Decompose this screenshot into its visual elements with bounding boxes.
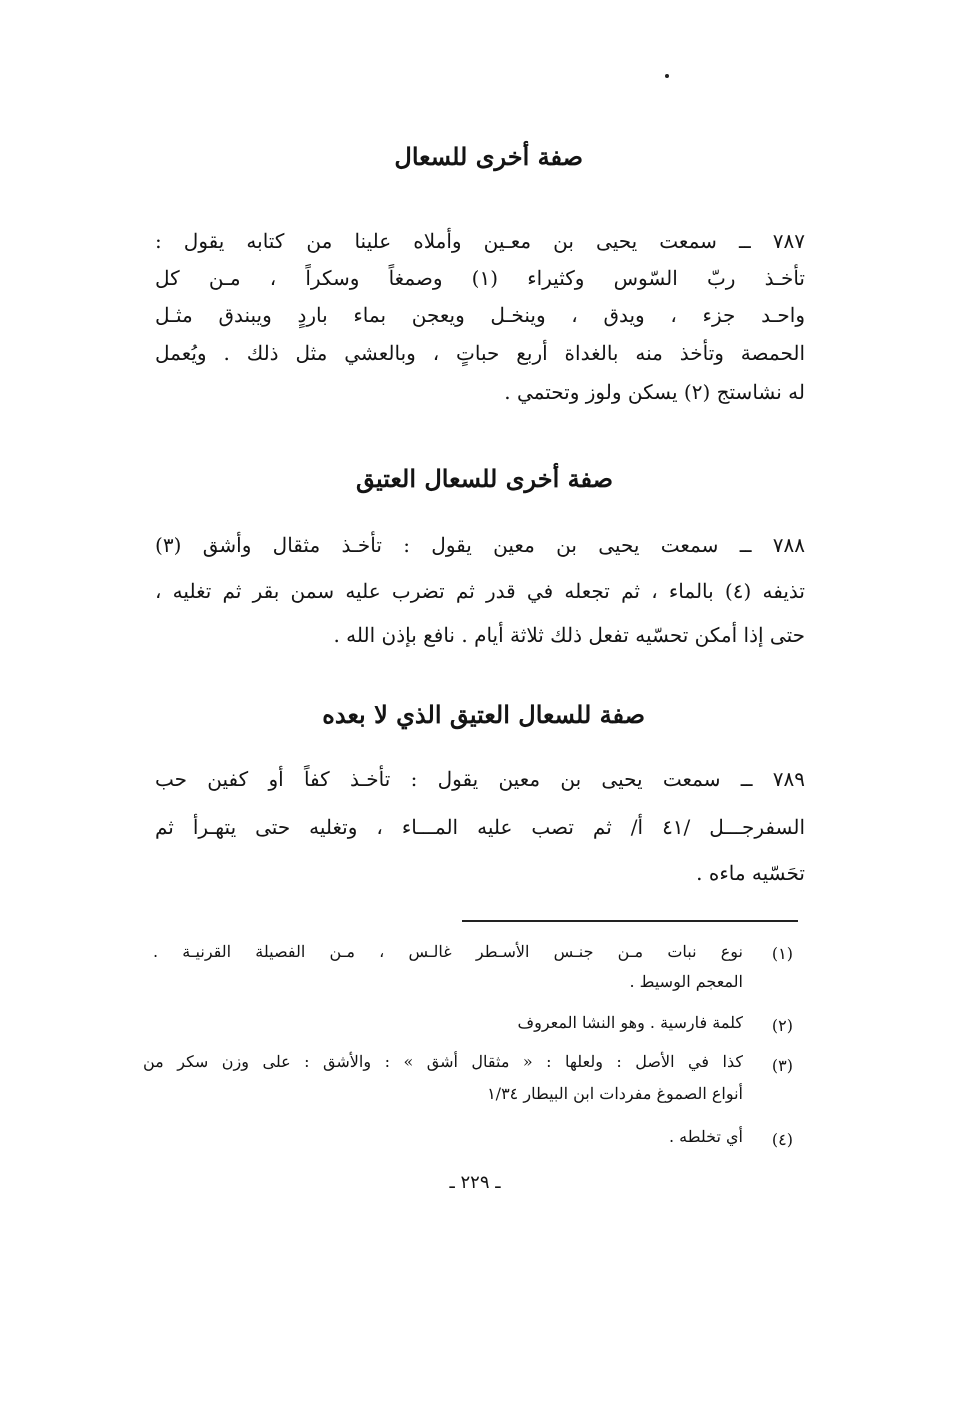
footnote-text: أي تخلطه . <box>668 1127 743 1146</box>
text-line: تحَسّيه ماءه . <box>696 861 805 885</box>
text-line: تذيفه (٤) بالماء ، ثم تجعله في قدر ثم تضرب عليه سمن بقر ثم تغليه ، <box>155 579 805 603</box>
footnote-text: المعجم الوسيط . <box>629 972 743 991</box>
text-line: السفرجـــل /٤١ أ/ ثم تصب عليه المـــاء ، وتغليه حتى يتهـرأ ثم <box>155 815 805 839</box>
section-heading: صفة للسعال العتيق الذي لا بعده <box>322 700 645 729</box>
footnote-number: (٤) <box>771 1130 793 1149</box>
ink-dot <box>665 74 669 78</box>
text-line: تأخـذ ربّ السّوس وكثيراء (١) وصمغاً وسكراً ، مـن كل <box>155 266 805 290</box>
footnote-text: كذا في الأصل : ولعلها : « مثقال أشق » : والأشق : على وزن سكر من <box>143 1052 743 1071</box>
footnote-number: (٣) <box>771 1056 793 1075</box>
footnote-text: كلمة فارسية . وهو النشا المعروف <box>517 1013 743 1032</box>
footnote-separator <box>462 920 798 922</box>
text-line: الحمصة وتأخذ منه بالغداة أربع حباتٍ ، وبالعشي مثل ذلك . ويُعمل <box>155 341 805 365</box>
text-line: ٧٨٩ ــ سمعت يحيى بن معين يقول : تأخـذ كفاً أو كفين حب <box>155 767 805 791</box>
text-line: ٧٨٨ ــ سمعت يحيى بن معين يقول : تأخـذ مثقال وأشق (٣) <box>155 533 805 557</box>
section-heading: صفة أخرى للسعال العتيق <box>355 464 613 493</box>
footnote-text: أنواع الصموغ مفردات ابن البيطار ١/٣٤ <box>487 1084 743 1103</box>
section-heading: صفة أخرى للسعال <box>394 142 583 171</box>
footnote-number: (١) <box>771 944 793 963</box>
text-line: ٧٨٧ ــ سمعت يحيى بن معـين وأملاه علينا من كتابه يقول : <box>155 229 805 253</box>
footnote-number: (٢) <box>771 1016 793 1035</box>
footnote-text: نوع نبات مـن جنـس الأسـطر غالـس ، مـن الفصيلة القرنيـة . <box>153 942 743 961</box>
text-line: واحـد جزء ، ويدق ، وينخـل ويعجن بماء باردٍ ويبندق مثـل <box>155 303 805 327</box>
text-line: حتى إذا أمكن تحسّيه تفعل ذلك ثلاثة أيام . نافع بإذن الله . <box>333 623 805 647</box>
page-number: ـ ٢٢٩ ـ <box>449 1172 501 1193</box>
text-line: له نشاستج (٢) يسكن ولوز وتحتمي . <box>504 380 805 404</box>
